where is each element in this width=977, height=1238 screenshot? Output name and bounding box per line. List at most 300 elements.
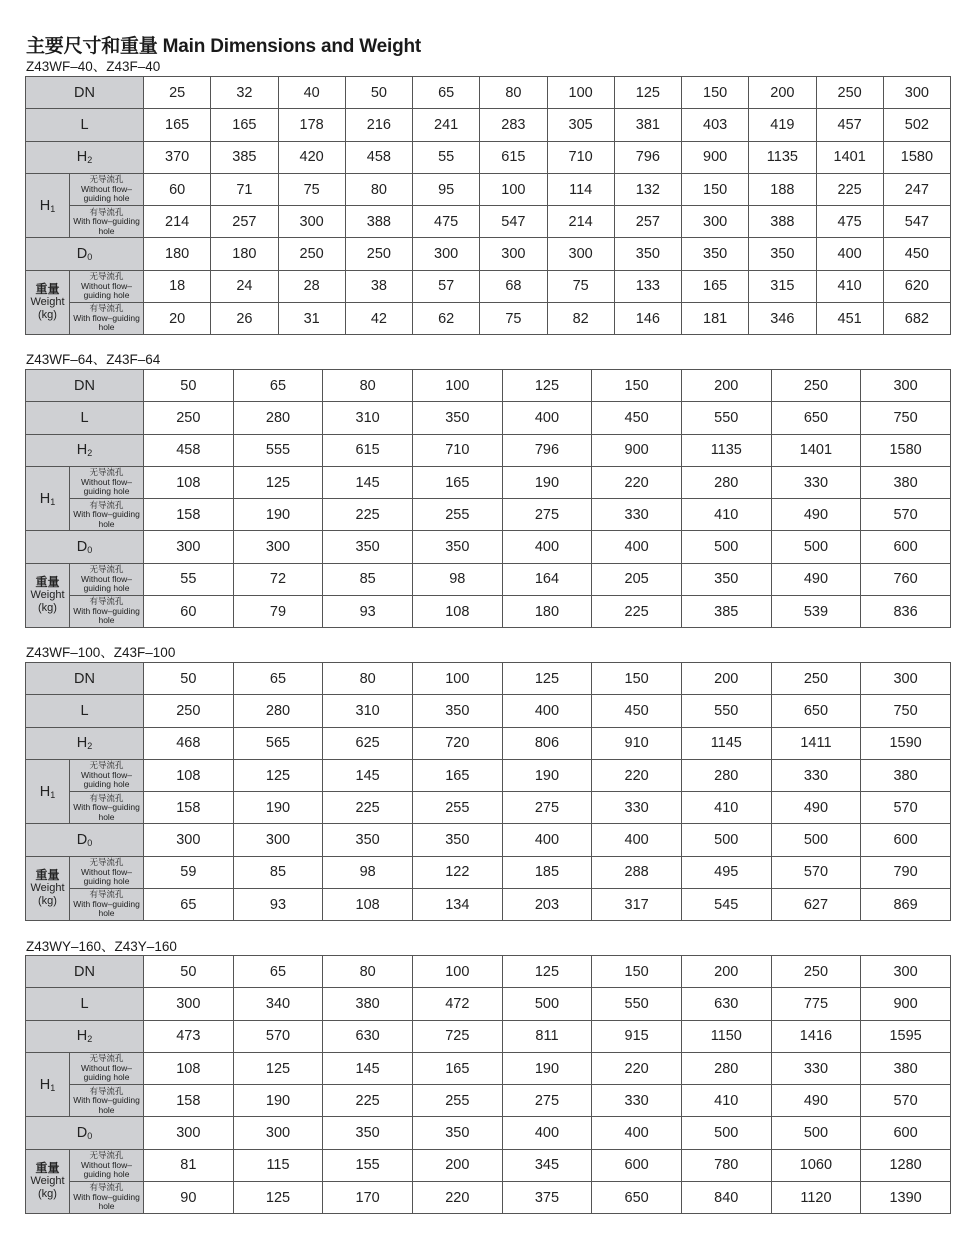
- dn-value: 100: [412, 370, 502, 402]
- label-subscript: 2: [87, 741, 93, 752]
- dn-value: 250: [816, 77, 883, 109]
- weight-label-unit: (kg): [38, 1188, 57, 1201]
- d0-value: 350: [682, 238, 749, 270]
- weight-no-hole-value: 288: [592, 856, 682, 888]
- weight-with-hole-value: 650: [592, 1182, 682, 1214]
- weight-no-hole-value: 350: [681, 563, 771, 595]
- sub-label-en: With flow–guiding hole: [73, 605, 140, 626]
- length-value: 241: [413, 109, 480, 141]
- d0-value: 400: [502, 531, 592, 563]
- h2-value: 1416: [771, 1020, 861, 1052]
- weight-with-hole-label: [70, 303, 144, 335]
- h1-with-hole-value: 547: [480, 206, 547, 238]
- h2-value: 565: [233, 727, 323, 759]
- h1-no-hole-value: 190: [502, 1052, 592, 1084]
- h1-label: [26, 1052, 70, 1117]
- h1-no-hole-value: 188: [749, 173, 816, 205]
- sub-label-zh: 无导流孔: [89, 857, 124, 868]
- weight-with-hole-value: 26: [211, 303, 278, 335]
- dn-value: 150: [592, 370, 682, 402]
- label-subscript: 0: [87, 545, 93, 556]
- weight-with-hole-label: [70, 1182, 144, 1214]
- h1-with-hole-value: 410: [681, 1085, 771, 1117]
- h2-value: 473: [144, 1020, 234, 1052]
- d0-value: 180: [144, 238, 211, 270]
- weight-no-hole-value: 200: [412, 1149, 502, 1181]
- weight-no-hole-row: [26, 856, 951, 888]
- label-main: H: [76, 149, 88, 166]
- weight-with-hole-value: 108: [412, 596, 502, 628]
- h1-no-hole-value: 220: [592, 466, 682, 498]
- h1-with-hole-label: [70, 206, 144, 238]
- page-title: 主要尺寸和重量 Main Dimensions and Weight: [26, 36, 422, 57]
- h1-label: [26, 173, 70, 238]
- dn-value: 40: [278, 77, 345, 109]
- dn-value: 125: [502, 956, 592, 988]
- sub-label-en: Without flow–guiding hole: [80, 866, 133, 887]
- weight-no-hole-row: [26, 270, 951, 302]
- label-main: D: [76, 832, 88, 849]
- dn-label: DN: [26, 663, 144, 695]
- d0-value: 600: [861, 531, 951, 563]
- dn-value: 32: [211, 77, 278, 109]
- sub-label-en: Without flow–guiding hole: [80, 1159, 133, 1180]
- weight-with-hole-label: [70, 596, 144, 628]
- length-value: 340: [233, 988, 323, 1020]
- h1-no-hole-value: 220: [592, 1052, 682, 1084]
- label-main: H: [39, 1076, 51, 1093]
- h2-value: 900: [592, 434, 682, 466]
- d0-value: 350: [323, 824, 413, 856]
- weight-no-hole-value: 490: [771, 563, 861, 595]
- label-subscript: 2: [87, 155, 93, 166]
- d0-value: 500: [771, 531, 861, 563]
- d0-label: [26, 238, 144, 270]
- length-value: 450: [592, 695, 682, 727]
- weight-no-hole-value: 98: [323, 856, 413, 888]
- weight-with-hole-value: 65: [144, 889, 234, 921]
- length-value: 650: [771, 402, 861, 434]
- length-value: 419: [749, 109, 816, 141]
- d0-value: 300: [233, 531, 323, 563]
- weight-label-zh: 重量: [35, 1161, 60, 1176]
- sub-label-en: Without flow–guiding hole: [80, 280, 133, 301]
- weight-label-zh: 重量: [35, 575, 60, 590]
- h1-with-hole-value: 214: [144, 206, 211, 238]
- length-value: 550: [681, 402, 771, 434]
- d0-value: 300: [144, 824, 234, 856]
- h1-with-hole-value: 570: [861, 499, 951, 531]
- h2-value: 1150: [681, 1020, 771, 1052]
- label-main: D: [76, 539, 88, 556]
- d0-value: 450: [883, 238, 950, 270]
- length-value: 310: [323, 695, 413, 727]
- h2-value: 720: [412, 727, 502, 759]
- length-value: 350: [412, 402, 502, 434]
- length-value: 216: [345, 109, 412, 141]
- dn-value: 80: [323, 370, 413, 402]
- d0-value: 600: [861, 1117, 951, 1149]
- label-main: H: [39, 490, 51, 507]
- weight-with-hole-value: 840: [681, 1182, 771, 1214]
- h2-value: 1595: [861, 1020, 951, 1052]
- weight-no-hole-value: 85: [323, 563, 413, 595]
- length-value: 381: [614, 109, 681, 141]
- h1-with-hole-value: 275: [502, 792, 592, 824]
- weight-with-hole-value: 225: [592, 596, 682, 628]
- d0-value: 500: [771, 824, 861, 856]
- dn-value: 250: [771, 956, 861, 988]
- h1-with-hole-value: 214: [547, 206, 614, 238]
- sub-label-zh: 有导流孔: [89, 1182, 124, 1193]
- weight-no-hole-value: 18: [144, 270, 211, 302]
- length-value: 283: [480, 109, 547, 141]
- sub-label-zh: 无导流孔: [89, 760, 124, 771]
- dn-row: [26, 663, 951, 695]
- dn-value: 300: [861, 663, 951, 695]
- h1-with-hole-value: 490: [771, 792, 861, 824]
- weight-no-hole-value: 205: [592, 563, 682, 595]
- h1-with-hole-row: [26, 1085, 951, 1117]
- length-value: 178: [278, 109, 345, 141]
- weight-with-hole-value: 203: [502, 889, 592, 921]
- weight-no-hole-value: 155: [323, 1149, 413, 1181]
- weight-no-hole-value: 115: [233, 1149, 323, 1181]
- h2-value: 468: [144, 727, 234, 759]
- h1-with-hole-value: 255: [412, 499, 502, 531]
- h1-no-hole-label: [70, 466, 144, 498]
- h1-no-hole-label: [70, 1052, 144, 1084]
- weight-with-hole-label: [70, 889, 144, 921]
- dn-value: 150: [682, 77, 749, 109]
- d0-value: 400: [592, 531, 682, 563]
- sub-label-en: With flow–guiding hole: [73, 898, 140, 919]
- h1-with-hole-value: 257: [614, 206, 681, 238]
- h1-no-hole-value: 132: [614, 173, 681, 205]
- weight-no-hole-label: [70, 270, 144, 302]
- label-subscript: 1: [50, 789, 56, 800]
- weight-label-en: Weight: [30, 589, 65, 602]
- sub-label-en: With flow–guiding hole: [73, 216, 140, 236]
- weight-no-hole-value: 133: [614, 270, 681, 302]
- length-value: 450: [592, 402, 682, 434]
- weight-with-hole-value: 451: [816, 303, 883, 335]
- d0-label: [26, 824, 144, 856]
- h1-no-hole-value: 330: [771, 1052, 861, 1084]
- label-subscript: 1: [50, 1082, 56, 1093]
- length-value: 400: [502, 402, 592, 434]
- weight-with-hole-value: 181: [682, 303, 749, 335]
- weight-with-hole-value: 75: [480, 303, 547, 335]
- h1-with-hole-value: 547: [883, 206, 950, 238]
- h1-no-hole-value: 108: [144, 466, 234, 498]
- length-value: 250: [144, 402, 234, 434]
- h1-no-hole-value: 330: [771, 466, 861, 498]
- weight-no-hole-value: 75: [547, 270, 614, 302]
- h1-with-hole-value: 275: [502, 499, 592, 531]
- weight-with-hole-value: 90: [144, 1182, 234, 1214]
- weight-with-hole-value: 170: [323, 1182, 413, 1214]
- length-row: [26, 402, 951, 434]
- sub-label-zh: 有导流孔: [89, 792, 124, 803]
- h1-no-hole-row: [26, 1052, 951, 1084]
- table-caption: Z43WF–64、Z43F–64: [26, 352, 161, 367]
- h1-no-hole-value: 75: [278, 173, 345, 205]
- weight-with-hole-value: 146: [614, 303, 681, 335]
- h2-value: 1580: [883, 141, 950, 173]
- weight-with-hole-value: 1390: [861, 1182, 951, 1214]
- h2-value: 458: [345, 141, 412, 173]
- weight-with-hole-value: 62: [413, 303, 480, 335]
- h2-value: 420: [278, 141, 345, 173]
- dimension-table: [25, 369, 951, 628]
- weight-with-hole-value: 31: [278, 303, 345, 335]
- weight-no-hole-row: [26, 563, 951, 595]
- sub-label-en: With flow–guiding hole: [73, 1191, 140, 1212]
- h1-with-hole-value: 570: [861, 792, 951, 824]
- weight-no-hole-value: 570: [771, 856, 861, 888]
- length-value: 457: [816, 109, 883, 141]
- h1-with-hole-value: 225: [323, 792, 413, 824]
- h1-with-hole-label: [70, 499, 144, 531]
- h1-with-hole-value: 190: [233, 792, 323, 824]
- h2-value: 910: [592, 727, 682, 759]
- h1-with-hole-value: 410: [681, 499, 771, 531]
- weight-with-hole-value: 93: [233, 889, 323, 921]
- h1-with-hole-value: 570: [861, 1085, 951, 1117]
- d0-value: 300: [233, 824, 323, 856]
- sub-label-en: With flow–guiding hole: [73, 509, 140, 529]
- weight-no-hole-value: 28: [278, 270, 345, 302]
- h1-no-hole-value: 114: [547, 173, 614, 205]
- h1-no-hole-label: [70, 173, 144, 205]
- d0-value: 350: [614, 238, 681, 270]
- h1-with-hole-label: [70, 792, 144, 824]
- h1-with-hole-value: 225: [323, 1085, 413, 1117]
- length-value: 502: [883, 109, 950, 141]
- weight-with-hole-row: [26, 303, 951, 335]
- h1-no-hole-value: 145: [323, 466, 413, 498]
- h2-value: 55: [413, 141, 480, 173]
- length-label: L: [26, 402, 144, 434]
- dn-value: 150: [592, 956, 682, 988]
- d0-value: 400: [502, 1117, 592, 1149]
- label-main: H: [39, 783, 51, 800]
- sub-label-zh: 有导流孔: [89, 889, 124, 900]
- length-value: 300: [144, 988, 234, 1020]
- h1-with-hole-value: 225: [323, 499, 413, 531]
- h1-label: [26, 466, 70, 531]
- h1-no-hole-value: 380: [861, 759, 951, 791]
- h1-with-hole-value: 475: [816, 206, 883, 238]
- weight-with-hole-value: 346: [749, 303, 816, 335]
- sub-label-zh: 无导流孔: [89, 174, 124, 185]
- h1-no-hole-value: 80: [345, 173, 412, 205]
- h1-no-hole-row: [26, 759, 951, 791]
- dn-value: 65: [233, 663, 323, 695]
- h2-value: 796: [614, 141, 681, 173]
- d0-value: 400: [592, 824, 682, 856]
- dimension-table: [25, 76, 951, 335]
- dn-label: DN: [26, 370, 144, 402]
- dn-value: 200: [681, 370, 771, 402]
- weight-no-hole-value: 495: [681, 856, 771, 888]
- d0-value: 250: [278, 238, 345, 270]
- d0-value: 400: [592, 1117, 682, 1149]
- sub-label-zh: 有导流孔: [89, 499, 124, 510]
- weight-label-unit: (kg): [38, 895, 57, 908]
- h1-no-hole-value: 380: [861, 466, 951, 498]
- table-caption: Z43WF–100、Z43F–100: [26, 645, 176, 660]
- h1-no-hole-value: 190: [502, 466, 592, 498]
- h1-no-hole-value: 380: [861, 1052, 951, 1084]
- h2-label: [26, 141, 144, 173]
- weight-with-hole-value: 869: [861, 889, 951, 921]
- weight-label: [26, 856, 70, 921]
- h1-no-hole-value: 125: [233, 466, 323, 498]
- h2-value: 385: [211, 141, 278, 173]
- length-value: 900: [861, 988, 951, 1020]
- weight-with-hole-value: 1120: [771, 1182, 861, 1214]
- dn-value: 80: [323, 956, 413, 988]
- sub-label-en: Without flow–guiding hole: [80, 573, 133, 594]
- weight-with-hole-value: 385: [681, 596, 771, 628]
- label-main: H: [76, 735, 88, 752]
- dn-value: 65: [413, 77, 480, 109]
- weight-label: [26, 563, 70, 628]
- length-value: 500: [502, 988, 592, 1020]
- label-main: H: [76, 1028, 88, 1045]
- length-value: 750: [861, 402, 951, 434]
- h1-no-hole-value: 145: [323, 759, 413, 791]
- weight-with-hole-value: 220: [412, 1182, 502, 1214]
- weight-with-hole-value: 627: [771, 889, 861, 921]
- dn-value: 200: [749, 77, 816, 109]
- h1-no-hole-row: [26, 466, 951, 498]
- label-subscript: 1: [50, 496, 56, 507]
- weight-with-hole-value: 42: [345, 303, 412, 335]
- h1-with-hole-row: [26, 792, 951, 824]
- h2-label: [26, 434, 144, 466]
- dn-value: 50: [144, 370, 234, 402]
- weight-with-hole-value: 79: [233, 596, 323, 628]
- d0-label: [26, 1117, 144, 1149]
- h1-no-hole-row: [26, 173, 951, 205]
- label-subscript: 0: [87, 838, 93, 849]
- dn-value: 125: [502, 370, 592, 402]
- h2-row: [26, 141, 951, 173]
- weight-with-hole-row: [26, 1182, 951, 1214]
- weight-with-hole-value: 134: [412, 889, 502, 921]
- d0-value: 300: [233, 1117, 323, 1149]
- h1-no-hole-value: 165: [412, 1052, 502, 1084]
- weight-with-hole-value: 375: [502, 1182, 592, 1214]
- dn-value: 50: [345, 77, 412, 109]
- weight-no-hole-value: 600: [592, 1149, 682, 1181]
- d0-value: 350: [412, 531, 502, 563]
- h1-no-hole-value: 108: [144, 1052, 234, 1084]
- weight-no-hole-value: 345: [502, 1149, 592, 1181]
- h2-value: 710: [547, 141, 614, 173]
- label-main: H: [76, 442, 88, 459]
- weight-no-hole-label: [70, 563, 144, 595]
- h2-value: 811: [502, 1020, 592, 1052]
- length-value: 165: [211, 109, 278, 141]
- h1-with-hole-value: 330: [592, 499, 682, 531]
- weight-no-hole-value: 315: [749, 270, 816, 302]
- sub-label-zh: 有导流孔: [89, 303, 124, 314]
- h2-value: 710: [412, 434, 502, 466]
- h1-with-hole-value: 255: [412, 1085, 502, 1117]
- weight-with-hole-value: 180: [502, 596, 592, 628]
- dn-value: 80: [480, 77, 547, 109]
- length-row: [26, 695, 951, 727]
- h1-with-hole-value: 158: [144, 499, 234, 531]
- d0-value: 400: [816, 238, 883, 270]
- dn-value: 300: [861, 956, 951, 988]
- sub-label-en: Without flow–guiding hole: [80, 769, 133, 790]
- h1-with-hole-value: 490: [771, 499, 861, 531]
- length-label: L: [26, 109, 144, 141]
- h2-value: 1135: [749, 141, 816, 173]
- weight-no-hole-value: 59: [144, 856, 234, 888]
- h2-value: 915: [592, 1020, 682, 1052]
- h2-value: 1401: [816, 141, 883, 173]
- h2-value: 796: [502, 434, 592, 466]
- h1-no-hole-label: [70, 759, 144, 791]
- weight-label-unit: (kg): [38, 309, 57, 322]
- length-value: 305: [547, 109, 614, 141]
- dn-label: DN: [26, 956, 144, 988]
- sub-label-en: Without flow–guiding hole: [80, 476, 133, 497]
- weight-with-hole-value: 539: [771, 596, 861, 628]
- weight-no-hole-value: 410: [816, 270, 883, 302]
- length-value: 400: [502, 695, 592, 727]
- h2-value: 900: [682, 141, 749, 173]
- dn-value: 80: [323, 663, 413, 695]
- dn-value: 250: [771, 663, 861, 695]
- weight-label-en: Weight: [30, 296, 65, 309]
- d0-value: 180: [211, 238, 278, 270]
- label-subscript: 0: [87, 1131, 93, 1142]
- weight-label-zh: 重量: [35, 282, 60, 297]
- dn-value: 100: [547, 77, 614, 109]
- sub-label-zh: 有导流孔: [89, 596, 124, 607]
- h1-no-hole-value: 225: [816, 173, 883, 205]
- weight-with-hole-value: 836: [861, 596, 951, 628]
- h1-with-hole-value: 257: [211, 206, 278, 238]
- length-value: 380: [323, 988, 413, 1020]
- weight-no-hole-value: 780: [681, 1149, 771, 1181]
- dimension-table: [25, 955, 951, 1214]
- label-main: D: [76, 1125, 88, 1142]
- h2-value: 806: [502, 727, 592, 759]
- dn-value: 300: [883, 77, 950, 109]
- sub-label-en: With flow–guiding hole: [73, 1095, 140, 1115]
- h1-no-hole-value: 100: [480, 173, 547, 205]
- table-caption: Z43WF–40、Z43F–40: [26, 59, 161, 74]
- weight-no-hole-value: 760: [861, 563, 951, 595]
- h1-no-hole-value: 165: [412, 759, 502, 791]
- dn-row: [26, 77, 951, 109]
- h2-value: 555: [233, 434, 323, 466]
- h1-with-hole-value: 275: [502, 1085, 592, 1117]
- d0-value: 500: [681, 1117, 771, 1149]
- h2-row: [26, 727, 951, 759]
- label-main: D: [76, 246, 88, 263]
- h2-value: 725: [412, 1020, 502, 1052]
- h1-with-hole-value: 330: [592, 1085, 682, 1117]
